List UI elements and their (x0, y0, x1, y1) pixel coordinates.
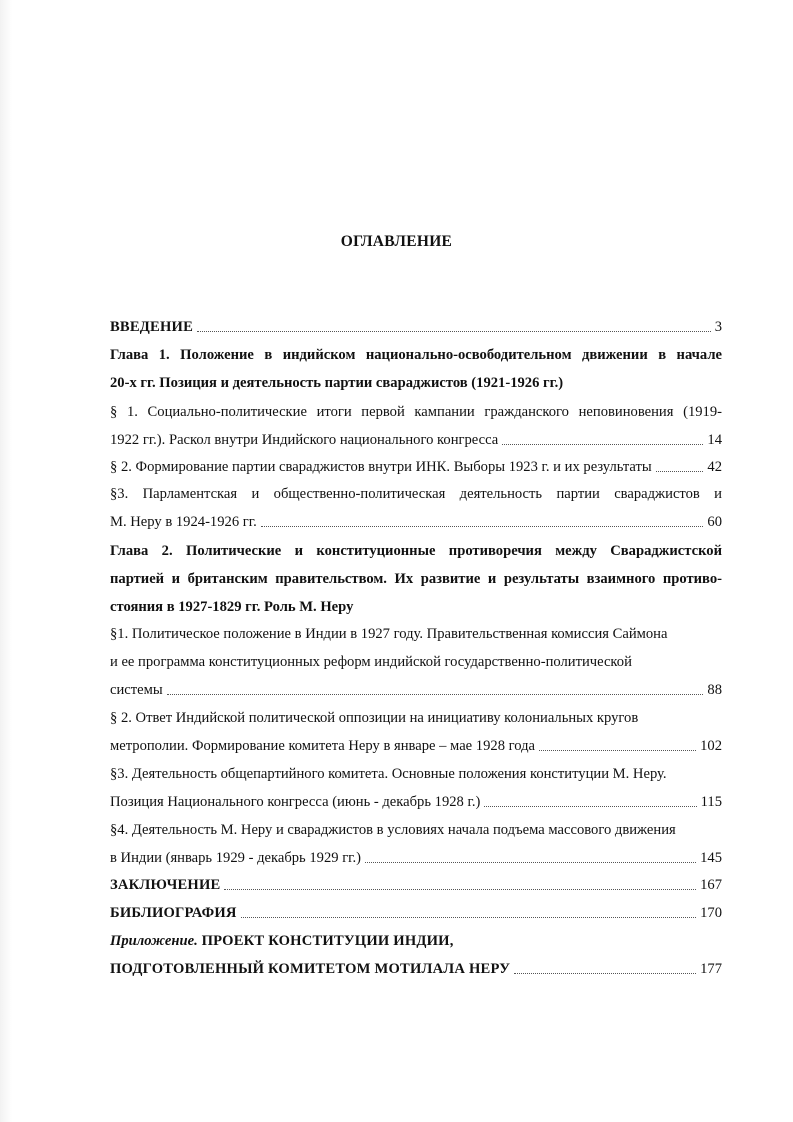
ch2-section-2-line2[interactable] (110, 735, 722, 757)
chapter-2-heading-line1[interactable]: Глава 2. Политические и конституционные противоречия между Свараджистской (110, 543, 722, 559)
chapter-2-heading-line2[interactable]: партией и британским правительством. Их развитие и результаты взаимного противо- (110, 571, 722, 587)
dot-leader (514, 972, 696, 974)
toc-entry-page: 167 (700, 877, 722, 893)
toc-entry-label: 1922 гг.). Раскол внутри Индийского национального конгресса (110, 432, 499, 448)
toc-entry-label: М. Неру в 1924-1926 гг. (110, 514, 257, 530)
toc-entry-page: 145 (700, 850, 722, 866)
dot-leader (365, 861, 696, 863)
toc-entry-page: 14 (707, 432, 722, 448)
toc-entry-conclusion[interactable] (110, 874, 722, 896)
toc-entry-label: ПОДГОТОВЛЕННЫЙ КОМИТЕТОМ МОТИЛАЛА НЕРУ (110, 961, 511, 977)
toc-entry-page: 88 (707, 682, 722, 698)
ch2-section-3-line2[interactable] (110, 791, 722, 813)
chapter-2-heading-line3[interactable]: стояния в 1927-1829 гг. Роль М. Неру (110, 599, 354, 615)
dot-leader (261, 525, 704, 527)
dot-leader (241, 916, 696, 918)
dot-leader (224, 888, 696, 890)
ch2-section-1-line3[interactable] (110, 679, 722, 701)
ch2-section-3-line1[interactable]: §3. Деятельность общепартийного комитета. Основные положения конституции М. Неру. (110, 766, 667, 782)
toc-entry-label: Позиция Национального конгресса (июнь - декабрь 1928 г.) (110, 794, 481, 810)
ch2-section-2-line1[interactable]: § 2. Ответ Индийской политической оппозиции на инициативу колониальных кругов (110, 710, 639, 726)
toc-entry-label: БИБЛИОГРАФИЯ (110, 905, 237, 921)
toc-entry-appendix-line1[interactable] (110, 930, 722, 952)
toc-entry-intro[interactable] (110, 316, 722, 338)
dot-leader (656, 470, 704, 472)
dot-leader (484, 805, 696, 807)
toc-entry-page: 102 (700, 738, 722, 754)
ch1-section-3-line1[interactable]: §3. Парламентская и общественно-политическая деятельность партии свараджистов и (110, 486, 722, 502)
toc-entry-page: 115 (700, 794, 722, 810)
ch2-section-1-line2[interactable]: и ее программа конституционных реформ индийской государственно-политической (110, 654, 632, 670)
appendix-prefix: Приложение. (110, 933, 198, 949)
toc-entry-appendix-line2[interactable] (110, 958, 722, 980)
ch1-section-1-line1[interactable]: § 1. Социально-политические итоги первой кампании гражданского неповиновения (1919- (110, 404, 722, 420)
chapter-1-heading-line2[interactable]: 20-х гг. Позиция и деятельность партии свараджистов (1921-1926 гг.) (110, 375, 564, 391)
dot-leader (502, 443, 703, 445)
toc-entry-bibliography[interactable] (110, 902, 722, 924)
toc-entry-label: в Индии (январь 1929 - декабрь 1929 гг.) (110, 850, 362, 866)
dot-leader (167, 693, 704, 695)
toc-entry-page: 42 (707, 459, 722, 475)
dot-leader (539, 749, 696, 751)
ch2-section-4-line1[interactable]: §4. Деятельность М. Неру и свараджистов в условиях начала подъема массового движения (110, 822, 676, 838)
ch1-section-3-line2[interactable] (110, 511, 722, 533)
appendix-title-line1: ПРОЕКТ КОНСТИТУЦИИ ИНДИИ, (197, 933, 454, 949)
toc-entry-label: ЗАКЛЮЧЕНИЕ (110, 877, 221, 893)
scan-edge (0, 0, 12, 1122)
toc-entry-label: системы (110, 682, 163, 698)
toc-entry-page: 60 (707, 514, 722, 530)
ch1-section-1-line2[interactable] (110, 429, 722, 451)
toc-entry-page: 170 (700, 905, 722, 921)
ch1-section-2[interactable] (110, 456, 722, 478)
toc-entry-page: 177 (700, 961, 722, 977)
toc-entry-label: § 2. Формирование партии свараджистов внутри ИНК. Выборы 1923 г. и их результаты (110, 459, 652, 475)
toc-entry-label: ВВЕДЕНИЕ (110, 319, 194, 335)
toc-entry-label: метрополии. Формирование комитета Неру в январе – мае 1928 года (110, 738, 536, 754)
ch2-section-1-line1[interactable]: §1. Политическое положение в Индии в 1927 году. Правительственная комиссия Саймона (110, 626, 668, 642)
dot-leader (197, 330, 711, 332)
ch2-section-4-line2[interactable] (110, 847, 722, 869)
chapter-1-heading-line1[interactable]: Глава 1. Положение в индийском национально-освободительном движении в начале (110, 347, 722, 363)
toc-entry-page: 3 (714, 319, 722, 335)
page-title: ОГЛАВЛЕНИЕ (340, 233, 453, 250)
